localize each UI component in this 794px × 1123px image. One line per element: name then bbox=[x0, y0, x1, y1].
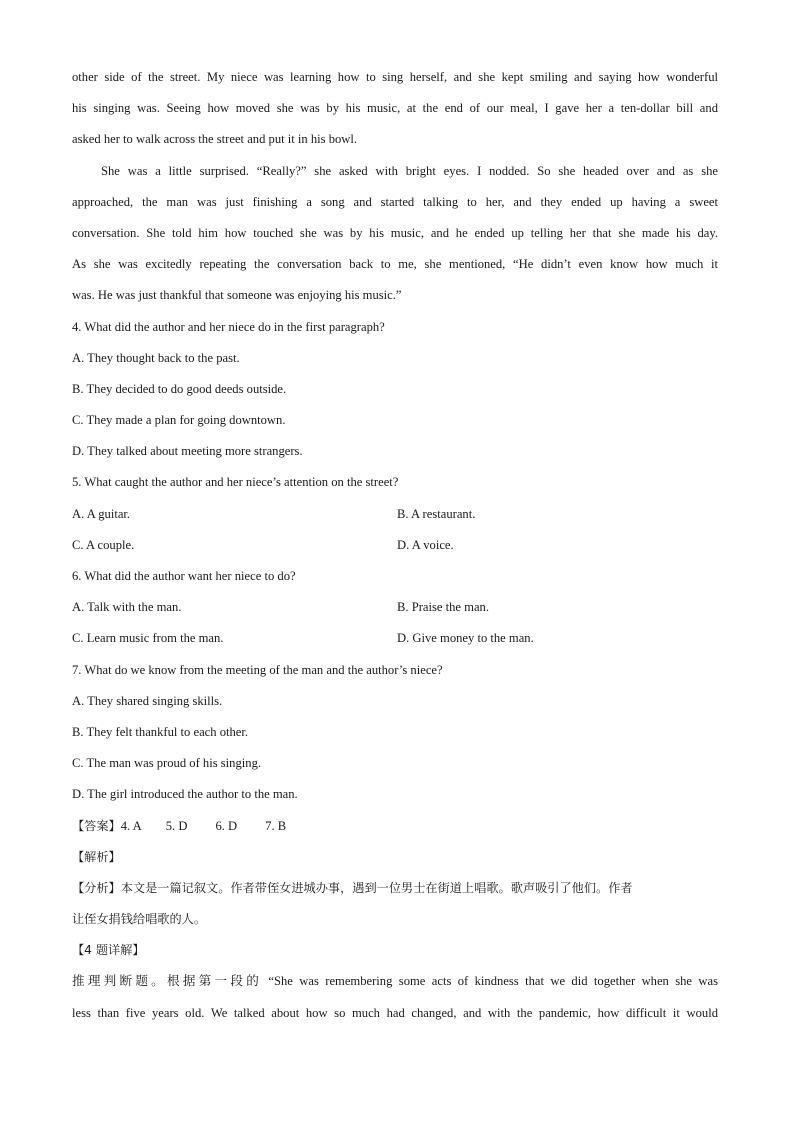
answer-item: 4. A bbox=[120, 818, 142, 833]
option-a: A. A guitar. bbox=[72, 506, 131, 521]
q4-detail-heading: 【4 题详解】 bbox=[72, 943, 145, 958]
question-stem: 5. What caught the author and her niece’s attention on the street? bbox=[72, 475, 399, 490]
question-stem: 6. What did the author want her niece to do? bbox=[72, 569, 296, 583]
option-a: A. Talk with the man. bbox=[72, 600, 182, 615]
question-stem: 4. What did the author and her niece do in the first paragraph? bbox=[72, 319, 385, 334]
question-4 bbox=[72, 312, 718, 468]
passage-line: approached, the man was just finishing a song and started talking to her, and they ended up having a sweet bbox=[72, 194, 718, 209]
option-c: C. They made a plan for going downtown. bbox=[72, 413, 286, 428]
question-7 bbox=[72, 655, 718, 811]
question-6 bbox=[72, 561, 718, 655]
answer-item: 6. D bbox=[215, 818, 238, 833]
q4-detail-line: 推理判断题。根据第一段的 “She was remembering some acts of kindness that we did together when she was bbox=[72, 974, 718, 989]
answer-key bbox=[72, 811, 718, 842]
option-d: D. The girl introduced the author to the man. bbox=[72, 787, 298, 802]
answer-label: 【答案】 bbox=[72, 818, 121, 833]
option-b: B. They decided to do good deeds outside. bbox=[72, 381, 287, 396]
option-b: B. A restaurant. bbox=[397, 506, 476, 521]
question-stem: 7. What do we know from the meeting of the man and the author’s niece? bbox=[72, 662, 443, 677]
analysis-summary-line: 【分析】本文是一篇记叙文。作者带侄女进城办事，遇到一位男士在街道上唱歌。歌声吸引了他们。作者 bbox=[72, 880, 633, 895]
question-5 bbox=[72, 467, 718, 561]
passage-paragraph-2 bbox=[72, 156, 718, 312]
option-c: C. The man was proud of his singing. bbox=[72, 756, 262, 771]
option-row bbox=[72, 530, 718, 561]
passage-paragraph-1 bbox=[72, 62, 718, 156]
answer-item: 7. B bbox=[265, 818, 287, 833]
document-page bbox=[72, 62, 718, 1029]
analysis-heading: 【解析】 bbox=[72, 849, 121, 864]
option-d: D. Give money to the man. bbox=[397, 631, 534, 646]
option-row bbox=[72, 499, 718, 530]
q4-detail-line: less than five years old. We talked about how so much had changed, and with the pandemic, how difficult it would bbox=[72, 1005, 718, 1020]
answer-item: 5. D bbox=[165, 818, 188, 833]
passage-line: was. He was just thankful that someone was enjoying his music.” bbox=[72, 288, 402, 303]
option-c: C. Learn music from the man. bbox=[72, 631, 224, 646]
option-d: D. They talked about meeting more strangers. bbox=[72, 444, 303, 459]
analysis-summary-line: 让侄女捐钱给唱歌的人。 bbox=[72, 912, 207, 927]
option-b: B. They felt thankful to each other. bbox=[72, 724, 249, 739]
passage-line: As she was excitedly repeating the conversation back to me, she mentioned, “He didn’t even know how much it bbox=[72, 257, 718, 272]
option-row bbox=[72, 623, 718, 654]
passage-line: conversation. She told him how touched she was by his music, and he ended up telling her that she made his day. bbox=[72, 225, 718, 240]
passage-line: other side of the street. My niece was learning how to sing herself, and she kept smiling and saying how wonderful bbox=[72, 70, 718, 84]
option-a: A. They thought back to the past. bbox=[72, 350, 240, 365]
option-c: C. A couple. bbox=[72, 537, 135, 552]
option-row bbox=[72, 592, 718, 623]
option-a: A. They shared singing skills. bbox=[72, 693, 223, 708]
passage-line: asked her to walk across the street and put it in his bowl. bbox=[72, 132, 358, 147]
passage-line: his singing was. Seeing how moved she was by his music, at the end of our meal, I gave her a ten-dollar bill and bbox=[72, 101, 718, 116]
passage-line: She was a little surprised. “Really?” she asked with bright eyes. I nodded. So she headed over and as she bbox=[101, 163, 718, 178]
option-d: D. A voice. bbox=[397, 537, 454, 552]
option-b: B. Praise the man. bbox=[397, 600, 489, 615]
